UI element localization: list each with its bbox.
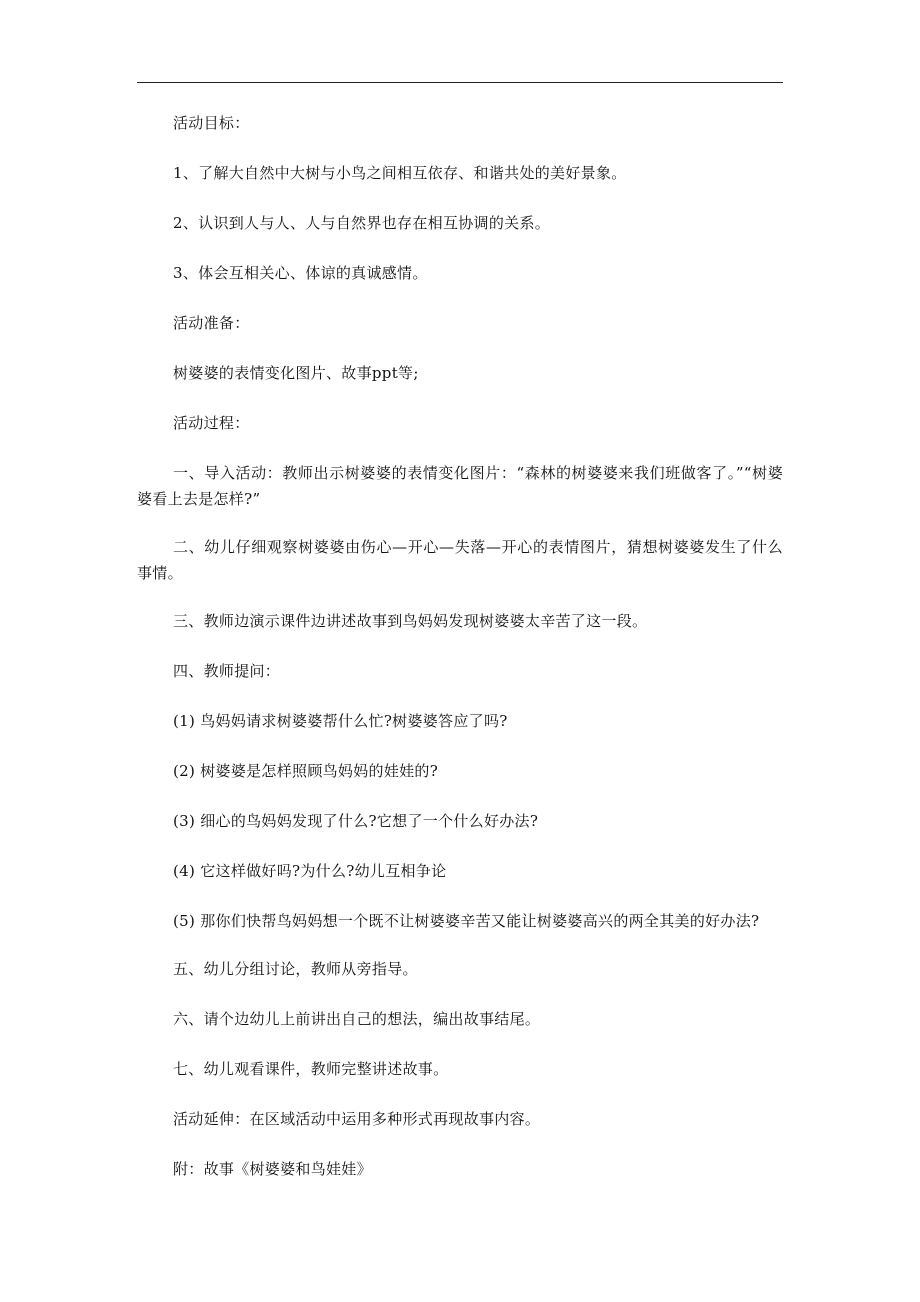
process-step-6: 六、请个边幼儿上前讲出自己的想法，编出故事结尾。 [173,1010,541,1028]
document-body [137,110,783,1206]
process-step-7: 七、幼儿观看课件，教师完整讲述故事。 [173,1060,449,1078]
process-step-2: 二、幼儿仔细观察树婆婆由伤心—开心—失落—开心的表情图片，猜想树婆婆发生了什么事情。 [137,538,783,582]
goal-item-3: 3、体会互相关心、体谅的真诚感情。 [173,264,428,282]
process-step-3: 三、教师边演示课件边讲述故事到鸟妈妈发现树婆婆太辛苦了这一段。 [173,612,648,630]
goal-heading: 活动目标： [173,114,250,132]
goal-item-1: 1、了解大自然中大树与小鸟之间相互依存、和谐共处的美好景象。 [173,164,627,182]
prep-item-1: 树婆婆的表情变化图片、故事ppt等; [173,364,419,382]
header-rule [137,82,783,83]
process-step-5: 五、幼儿分组讨论，教师从旁指导。 [173,960,418,978]
question-1: (1) 鸟妈妈请求树婆婆帮什么忙?树婆婆答应了吗? [173,712,508,730]
question-4: (4) 它这样做好吗?为什么?幼儿互相争论 [173,862,447,880]
goal-item-2: 2、认识到人与人、人与自然界也存在相互协调的关系。 [173,214,551,232]
question-2: (2) 树婆婆是怎样照顾鸟妈妈的娃娃的? [173,762,439,780]
question-3: (3) 细心的鸟妈妈发现了什么?它想了一个什么好办法? [173,812,539,830]
process-step-1: 一、导入活动：教师出示树婆婆的表情变化图片：“森林的树婆婆来我们班做客了。”“树婆婆看上去是怎样?” [137,464,783,508]
prep-heading: 活动准备： [173,314,250,332]
extension-line: 活动延伸：在区域活动中运用多种形式再现故事内容。 [173,1110,541,1128]
process-step-4: 四、教师提问： [173,662,281,680]
appendix-line: 附：故事《树婆婆和鸟娃娃》 [173,1160,372,1178]
process-heading: 活动过程： [173,414,250,432]
question-5: (5) 那你们快帮鸟妈妈想一个既不让树婆婆辛苦又能让树婆婆高兴的两全其美的好办法? [173,912,760,930]
